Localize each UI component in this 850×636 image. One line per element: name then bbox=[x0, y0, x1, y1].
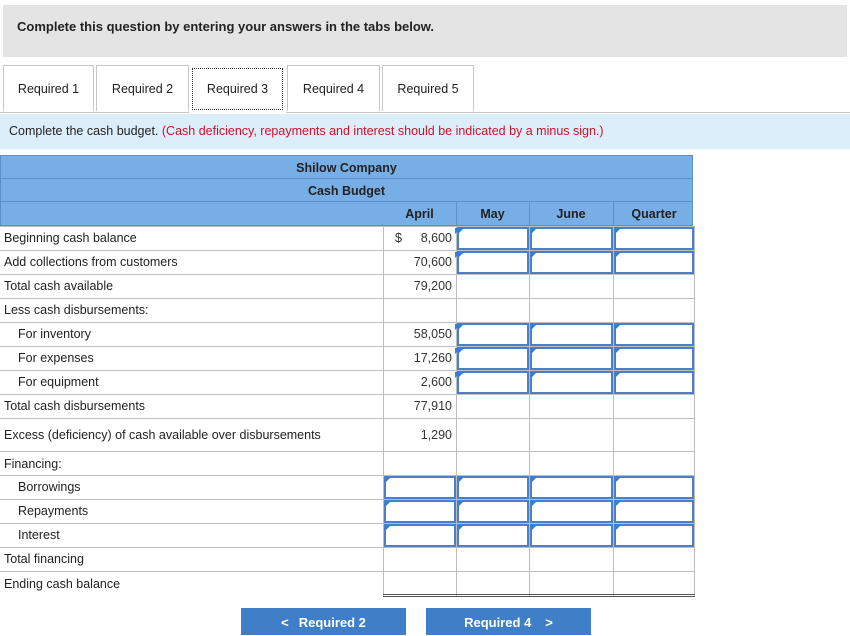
input-marker-icon bbox=[531, 477, 537, 483]
input-marker-icon bbox=[385, 477, 391, 483]
row-divider bbox=[0, 571, 695, 572]
col-april: April bbox=[405, 207, 434, 221]
input-quarter[interactable] bbox=[614, 347, 694, 370]
row-divider bbox=[0, 394, 695, 395]
input-june[interactable] bbox=[530, 323, 613, 346]
input-marker-icon bbox=[385, 525, 391, 531]
row-label: For inventory bbox=[18, 327, 91, 341]
row-label: Excess (deficiency) of cash available over disbursements bbox=[4, 428, 321, 442]
input-marker-icon bbox=[455, 228, 461, 234]
input-april[interactable] bbox=[384, 500, 456, 523]
col-divider bbox=[694, 226, 695, 596]
april-value: 17,260 bbox=[413, 351, 452, 365]
input-quarter[interactable] bbox=[614, 524, 694, 547]
input-may[interactable] bbox=[457, 227, 529, 250]
input-june[interactable] bbox=[530, 500, 613, 523]
april-value: 2,600 bbox=[420, 375, 452, 389]
company-header bbox=[0, 155, 693, 179]
input-june[interactable] bbox=[530, 227, 613, 250]
row-label: For expenses bbox=[18, 351, 94, 365]
company-name: Shilow Company bbox=[296, 161, 397, 175]
prompt-bar bbox=[0, 114, 850, 149]
input-quarter[interactable] bbox=[614, 476, 694, 499]
row-label: Beginning cash balance bbox=[4, 231, 137, 245]
row-divider bbox=[0, 274, 695, 275]
row-label: Total cash available bbox=[4, 279, 114, 293]
input-june[interactable] bbox=[530, 347, 613, 370]
tab-required-2[interactable]: Required 2 bbox=[96, 65, 189, 111]
april-value: 70,600 bbox=[413, 255, 452, 269]
tab-divider bbox=[0, 112, 850, 113]
input-june[interactable] bbox=[530, 524, 613, 547]
input-marker-icon bbox=[531, 252, 537, 258]
input-marker-icon bbox=[458, 501, 464, 507]
input-april[interactable] bbox=[384, 476, 456, 499]
row-label: Total cash disbursements bbox=[4, 399, 146, 413]
row-divider bbox=[0, 298, 695, 299]
row-label: Financing: bbox=[4, 457, 62, 471]
row-label: Less cash disbursements: bbox=[4, 303, 149, 317]
april-value: 1,290 bbox=[420, 428, 452, 442]
row-label: Total financing bbox=[4, 552, 84, 566]
prev-required-button[interactable] bbox=[241, 608, 406, 635]
input-may[interactable] bbox=[457, 251, 529, 274]
input-may[interactable] bbox=[457, 476, 529, 499]
input-marker-icon bbox=[455, 252, 461, 258]
input-marker-icon bbox=[531, 501, 537, 507]
input-marker-icon bbox=[615, 228, 621, 234]
budget-title-header bbox=[0, 178, 693, 202]
input-marker-icon bbox=[385, 501, 391, 507]
col-may: May bbox=[480, 207, 505, 221]
input-marker-icon bbox=[615, 501, 621, 507]
input-marker-icon bbox=[458, 525, 464, 531]
col-june: June bbox=[556, 207, 586, 221]
prev-button-label: Required 2 bbox=[298, 615, 366, 630]
input-may[interactable] bbox=[457, 524, 529, 547]
tab-required-3[interactable]: Required 3 bbox=[189, 65, 286, 113]
input-marker-icon bbox=[531, 348, 537, 354]
input-marker-icon bbox=[455, 324, 461, 330]
tab-required-4[interactable]: Required 4 bbox=[287, 65, 380, 111]
input-june[interactable] bbox=[530, 476, 613, 499]
row-label: Interest bbox=[18, 528, 60, 542]
input-may[interactable] bbox=[457, 371, 529, 394]
instruction-header: Complete this question by entering your answers in the tabs below. bbox=[17, 19, 435, 34]
row-label: Ending cash balance bbox=[4, 577, 121, 591]
next-required-button[interactable] bbox=[426, 608, 591, 635]
input-marker-icon bbox=[615, 372, 621, 378]
row-divider bbox=[0, 547, 695, 548]
currency-sign: $ bbox=[395, 231, 402, 245]
hdr-divider bbox=[456, 201, 457, 226]
april-value: 79,200 bbox=[413, 279, 452, 293]
input-quarter[interactable] bbox=[614, 227, 694, 250]
input-quarter[interactable] bbox=[614, 323, 694, 346]
input-may[interactable] bbox=[457, 323, 529, 346]
tab-required-1[interactable]: Required 1 bbox=[3, 65, 94, 111]
row-label: For equipment bbox=[18, 375, 99, 389]
input-quarter[interactable] bbox=[614, 371, 694, 394]
input-marker-icon bbox=[531, 525, 537, 531]
chevron-right-icon: > bbox=[545, 615, 553, 630]
input-marker-icon bbox=[531, 372, 537, 378]
input-quarter[interactable] bbox=[614, 500, 694, 523]
input-marker-icon bbox=[458, 477, 464, 483]
col-quarter: Quarter bbox=[631, 207, 677, 221]
row-label: Repayments bbox=[18, 504, 89, 518]
input-april[interactable] bbox=[384, 524, 456, 547]
input-quarter[interactable] bbox=[614, 251, 694, 274]
row-label: Add collections from customers bbox=[4, 255, 178, 269]
april-value: 77,910 bbox=[413, 399, 452, 413]
input-marker-icon bbox=[615, 324, 621, 330]
input-may[interactable] bbox=[457, 347, 529, 370]
input-marker-icon bbox=[615, 348, 621, 354]
hdr-divider bbox=[529, 201, 530, 226]
april-value: 8,600 bbox=[420, 231, 452, 245]
input-may[interactable] bbox=[457, 500, 529, 523]
input-marker-icon bbox=[455, 372, 461, 378]
april-value: 58,050 bbox=[413, 327, 452, 341]
input-marker-icon bbox=[531, 324, 537, 330]
input-marker-icon bbox=[615, 252, 621, 258]
row-divider bbox=[0, 418, 695, 419]
double-underline bbox=[383, 594, 695, 597]
instruction-header-bar bbox=[3, 5, 847, 57]
input-marker-icon bbox=[455, 348, 461, 354]
prompt-text bbox=[9, 124, 604, 138]
input-marker-icon bbox=[531, 228, 537, 234]
budget-title: Cash Budget bbox=[307, 184, 386, 198]
input-june[interactable] bbox=[530, 371, 613, 394]
input-marker-icon bbox=[615, 525, 621, 531]
next-button-label: Required 4 bbox=[464, 615, 532, 630]
row-label: Borrowings bbox=[18, 480, 81, 494]
row-divider bbox=[0, 451, 695, 452]
tab-required-5[interactable]: Required 5 bbox=[382, 65, 474, 111]
tab-strip bbox=[0, 65, 850, 113]
prompt-main: Complete the cash budget. bbox=[9, 124, 159, 138]
input-marker-icon bbox=[615, 477, 621, 483]
input-june[interactable] bbox=[530, 251, 613, 274]
chevron-left-icon: < bbox=[281, 615, 289, 630]
hdr-divider bbox=[613, 201, 614, 226]
prompt-note: (Cash deficiency, repayments and interest should be indicated by a minus sign.) bbox=[161, 124, 604, 138]
